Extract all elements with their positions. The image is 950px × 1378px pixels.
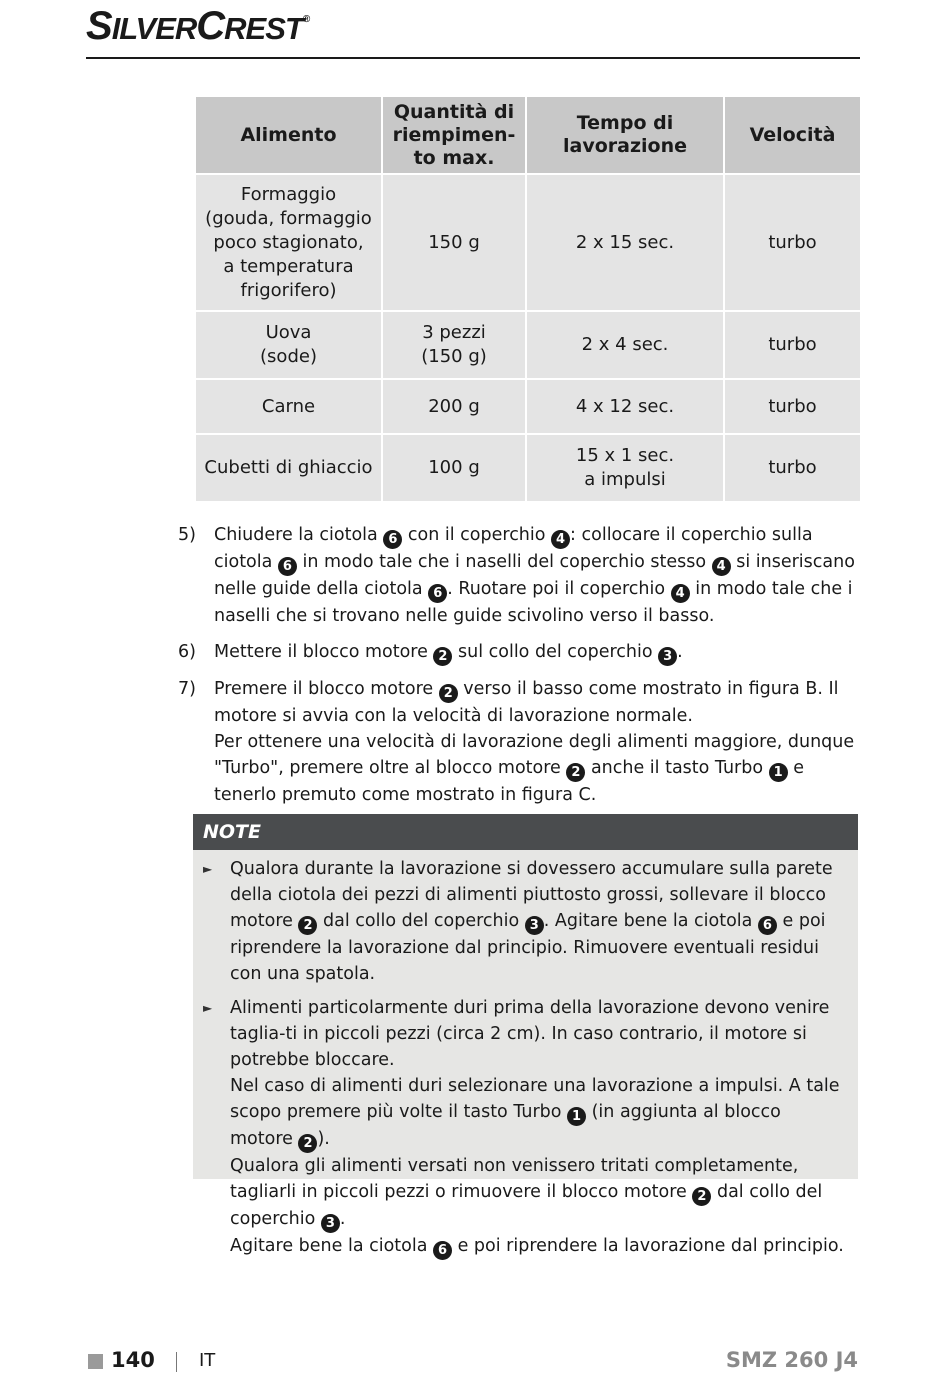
note-item bbox=[203, 995, 848, 1260]
note-text: Qualora durante la lavorazione si dovessero accumulare sulla parete della ciotola dei pezzi di alimenti piuttosto grossi, sollevare il blocco motore 2 dal collo del coperchio 3 . Agitare bene la ciotola 6 e poi riprendere la lavorazione dal principio. Rimuovere eventuali residui con una spatola. bbox=[230, 859, 833, 984]
table-cell: 150 g bbox=[382, 174, 526, 311]
table-cell: Formaggio (gouda, formaggio poco stagionato, a temperatura frigorifero) bbox=[195, 174, 382, 311]
table-cell: 2 x 15 sec. bbox=[526, 174, 724, 311]
processing-table bbox=[194, 95, 862, 503]
table-header-cell: Tempo di lavorazione bbox=[526, 96, 724, 174]
step-text: Mettere il blocco motore 2 sul collo del coperchio 3 . bbox=[214, 642, 683, 664]
step-7 bbox=[178, 676, 862, 808]
table-row bbox=[195, 434, 861, 502]
table-cell: turbo bbox=[724, 434, 861, 502]
table-row bbox=[195, 311, 861, 379]
header-rule bbox=[86, 57, 860, 59]
triangle-bullet-icon: ► bbox=[203, 1001, 213, 1015]
table-cell: turbo bbox=[724, 311, 861, 379]
part-number-badge: 4 bbox=[551, 530, 570, 549]
part-number-badge: 3 bbox=[321, 1214, 340, 1233]
part-number-badge: 2 bbox=[433, 647, 452, 666]
table-header-cell: Quantità di riempimen- to max. bbox=[382, 96, 526, 174]
part-number-badge: 2 bbox=[566, 763, 585, 782]
part-number-badge: 6 bbox=[758, 916, 777, 935]
instruction-steps bbox=[178, 522, 862, 818]
table-cell: Cubetti di ghiaccio bbox=[195, 434, 382, 502]
step-text: Chiudere la ciotola 6 con il coperchio 4 : collocare il coperchio sulla ciotola 6 in modo tale che i naselli del coperchio stesso 4 si inseriscano nelle guide della ciotola 6 . Ruotare poi il coperchio 4 in modo tale che i naselli che si trovano nelle guide scivolino verso il basso. bbox=[214, 525, 855, 626]
part-number-badge: 4 bbox=[712, 557, 731, 576]
note-title: NOTE bbox=[193, 814, 858, 850]
step-6 bbox=[178, 639, 862, 666]
page-number: 140 bbox=[111, 1348, 155, 1372]
note-text: Alimenti particolarmente duri prima della lavorazione devono venire taglia-ti in piccoli pezzi (circa 2 cm). In caso contrario, il motore si potrebbe bloccare. Nel caso di alimenti duri selezionare una lavorazione a impulsi. A tale scopo premere più volte il tasto Turbo 1 (in aggiunta al blocco motore 2 ). Qualora gli alimenti versati non venissero tritati completamente, tagliarli in piccoli pezzi o rimuovere il blocco motore 2 dal collo del coperchio 3 . Agitare bene la ciotola 6 e poi riprendere la lavorazione dal principio. bbox=[230, 998, 844, 1258]
table-cell: turbo bbox=[724, 379, 861, 434]
brand-logo: SILVERCREST® bbox=[86, 4, 310, 48]
table-cell: 15 x 1 sec. a impulsi bbox=[526, 434, 724, 502]
table-cell: Carne bbox=[195, 379, 382, 434]
table-header-cell: Velocità bbox=[724, 96, 861, 174]
step-number: 7) bbox=[178, 679, 196, 699]
note-item bbox=[203, 856, 848, 987]
part-number-badge: 2 bbox=[692, 1187, 711, 1206]
triangle-bullet-icon: ► bbox=[203, 862, 213, 876]
part-number-badge: 3 bbox=[525, 916, 544, 935]
part-number-badge: 2 bbox=[298, 1134, 317, 1153]
part-number-badge: 2 bbox=[439, 684, 458, 703]
table-cell: Uova (sode) bbox=[195, 311, 382, 379]
part-number-badge: 4 bbox=[671, 584, 690, 603]
table-header-cell: Alimento bbox=[195, 96, 382, 174]
note-box bbox=[193, 814, 858, 1258]
part-number-badge: 6 bbox=[433, 1241, 452, 1260]
part-number-badge: 3 bbox=[658, 647, 677, 666]
footer-square-icon bbox=[88, 1354, 103, 1369]
model-number: SMZ 260 J4 bbox=[725, 1348, 858, 1372]
part-number-badge: 1 bbox=[567, 1107, 586, 1126]
footer-divider bbox=[176, 1352, 177, 1372]
step-number: 5) bbox=[178, 525, 196, 545]
table-cell: 4 x 12 sec. bbox=[526, 379, 724, 434]
table-cell: 100 g bbox=[382, 434, 526, 502]
table-row bbox=[195, 379, 861, 434]
table-cell: 200 g bbox=[382, 379, 526, 434]
table-cell: turbo bbox=[724, 174, 861, 311]
part-number-badge: 6 bbox=[428, 584, 447, 603]
part-number-badge: 6 bbox=[383, 530, 402, 549]
table-header-row bbox=[195, 96, 861, 174]
table-cell: 2 x 4 sec. bbox=[526, 311, 724, 379]
table-row bbox=[195, 174, 861, 311]
step-text: Premere il blocco motore 2 verso il basso come mostrato in figura B. Il motore si avvia con la velocità di lavorazione normale. Per ottenere una velocità di lavorazione degli alimenti maggiore, dunque "Turbo", premere oltre al blocco motore 2 anche il tasto Turbo 1 e tenerlo premuto come mostrato in figura C. bbox=[214, 679, 855, 805]
step-5 bbox=[178, 522, 862, 629]
language-code: IT bbox=[199, 1350, 216, 1371]
part-number-badge: 1 bbox=[769, 763, 788, 782]
table-cell: 3 pezzi (150 g) bbox=[382, 311, 526, 379]
part-number-badge: 6 bbox=[278, 557, 297, 576]
part-number-badge: 2 bbox=[298, 916, 317, 935]
step-number: 6) bbox=[178, 642, 196, 662]
